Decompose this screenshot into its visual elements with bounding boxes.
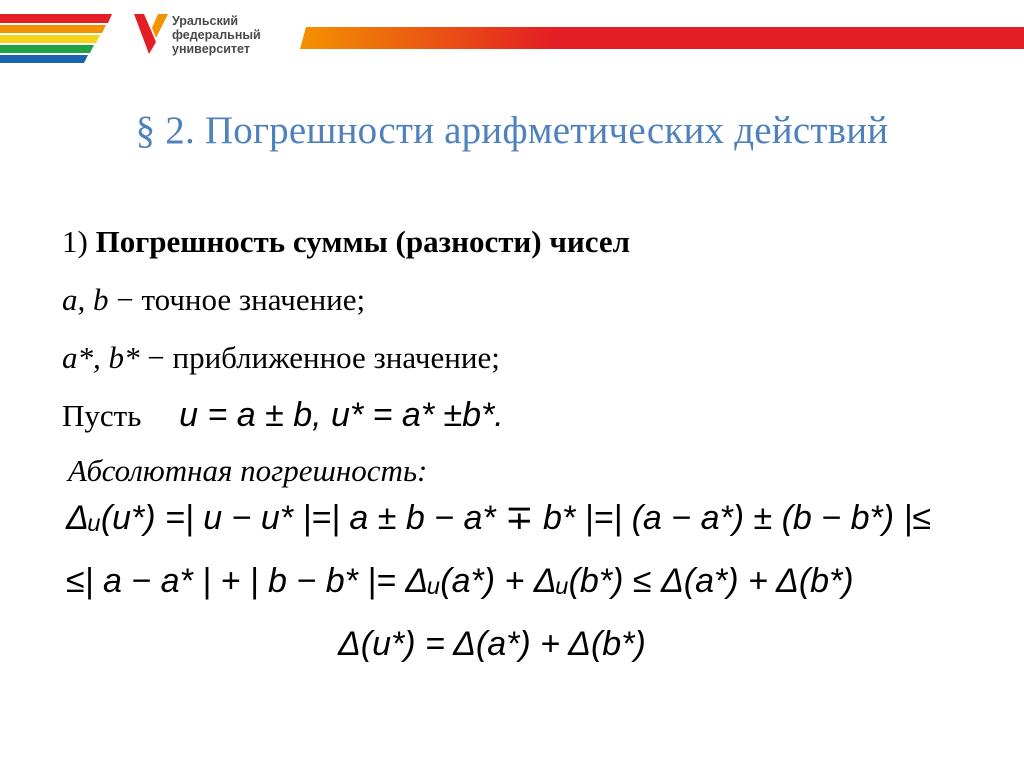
exact-vars: a, b [62, 282, 109, 317]
logo-line-3: университет [172, 42, 250, 56]
equation-1: Δᵤ(u*) =| u − u* |=| a ± b − a* ∓ b* |=| (a − a*) ± (b − b*) |≤ [66, 499, 931, 537]
exact-value-text: − точное значение; [116, 282, 366, 317]
equation-2: ≤| a − a* | + | b − b* |= Δᵤ(a*) + Δᵤ(b*) ≤ Δ(a*) + Δ(b*) [66, 562, 854, 600]
university-logo-icon [134, 14, 168, 54]
section-number: 1) [62, 224, 88, 259]
logo-line-1: Уральский [172, 14, 239, 28]
approx-vars: a*, b* [62, 340, 140, 375]
let-formula: u = a ± b, u* = a* ±b*. [179, 396, 504, 434]
header [0, 0, 1024, 90]
stripes-decoration [0, 14, 112, 66]
section-heading-text: Погрешность суммы (разности) чисел [95, 224, 630, 259]
section-heading [62, 224, 630, 260]
approx-value-text: − приближенное значение; [147, 340, 500, 375]
approx-value-line [62, 340, 500, 376]
equation-3: Δ(u*) = Δ(a*) + Δ(b*) [338, 625, 646, 663]
header-bar [300, 27, 1024, 49]
logo-line-2: федеральный [172, 28, 261, 42]
exact-value-line [62, 282, 365, 318]
slide-title: § 2. Погрешности арифметических действий [135, 109, 889, 152]
university-name [172, 14, 261, 56]
let-line [62, 396, 504, 435]
absolute-error-label: Абсолютная погрешность: [68, 453, 428, 488]
let-text: Пусть [62, 398, 142, 433]
